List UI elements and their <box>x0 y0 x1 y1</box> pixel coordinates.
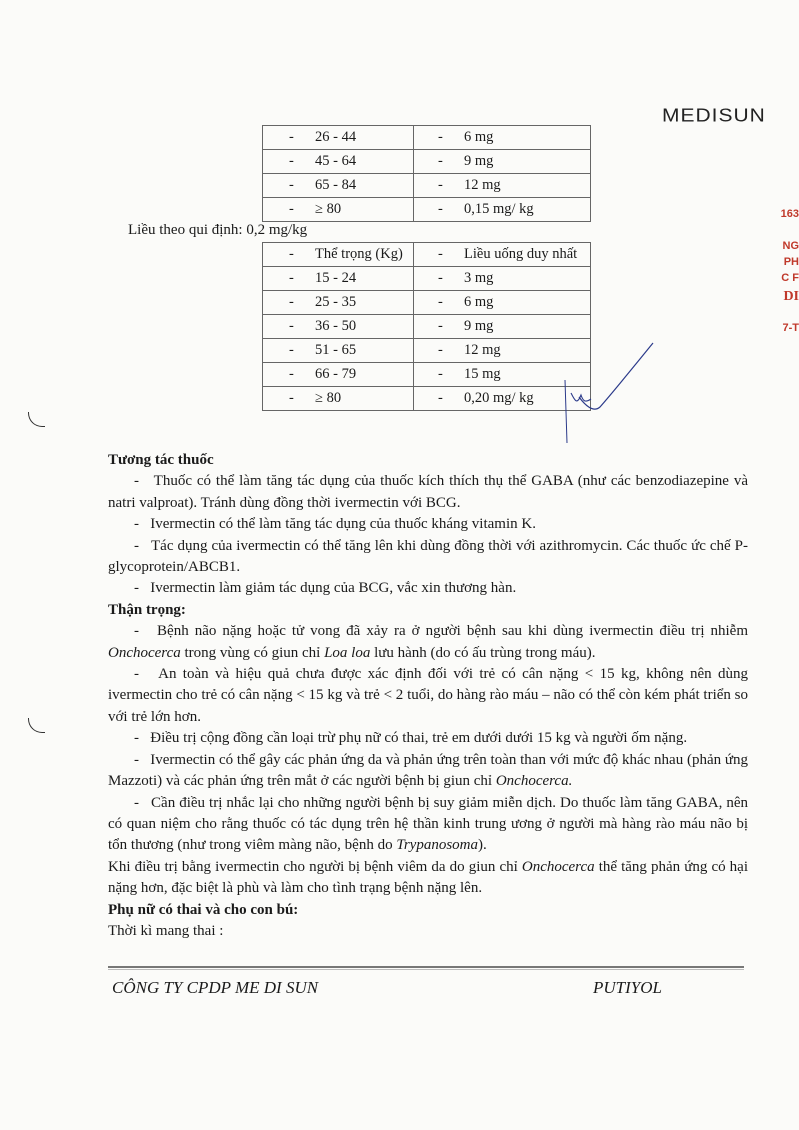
body-text <box>108 450 748 942</box>
dash: - <box>134 537 139 554</box>
table-row <box>263 126 591 150</box>
interaction-text: Ivermectin có thể làm tăng tác dụng của thuốc kháng vitamin K. <box>150 516 536 533</box>
list-item <box>108 578 748 599</box>
dash: - <box>289 342 294 358</box>
list-item <box>108 471 748 514</box>
dash: - <box>289 129 294 145</box>
dash: - <box>438 366 443 382</box>
precaution-text: thể tăng phản ứng có hại nặng hơn, đặc biệt là phù và làm cho tình trạng bệnh nặng lên. <box>108 858 749 897</box>
company-logo: MEDISUN <box>662 105 766 126</box>
footer-divider <box>108 966 744 968</box>
dose-cell: 12 mg <box>464 342 501 358</box>
dash: - <box>438 270 443 286</box>
table-row <box>263 315 591 339</box>
precaution-text: ). <box>478 837 487 854</box>
dash: - <box>134 751 139 768</box>
pregnancy-heading: Phụ nữ có thai và cho con bú: <box>108 901 299 918</box>
dash: - <box>289 153 294 169</box>
dash: - <box>289 366 294 382</box>
table-row <box>263 150 591 174</box>
table-header-row <box>263 243 591 267</box>
dash: - <box>289 177 294 193</box>
dose-cell: 9 mg <box>464 318 494 334</box>
precautions-heading: Thận trọng: <box>108 601 186 618</box>
dash: - <box>289 318 294 334</box>
dash: - <box>289 201 294 217</box>
list-item <box>108 536 748 579</box>
weight-cell: 45 - 64 <box>315 153 357 169</box>
interactions-heading: Tương tác thuốc <box>108 452 214 468</box>
dash: - <box>289 294 294 310</box>
table-row <box>263 174 591 198</box>
dose-cell: 0,15 mg/ kg <box>464 201 534 217</box>
dash: - <box>438 318 443 334</box>
table-row <box>263 291 591 315</box>
interaction-text: Tác dụng của ivermectin có thể tăng lên khi dùng đồng thời với azithromycin. Các thuốc ức chế P-glycoprotein/ABCB1. <box>108 537 749 576</box>
weight-cell: 15 - 24 <box>315 270 357 286</box>
signature-mark <box>555 335 665 445</box>
species-name: Loa loa <box>324 644 371 661</box>
footer-divider-shadow <box>108 969 744 970</box>
dose-label: Liều theo qui định: 0,2 mg/kg <box>128 222 308 238</box>
dash: - <box>134 623 139 640</box>
dash: - <box>289 270 294 286</box>
precaution-text: An toàn và hiệu quả chưa được xác định đối với trẻ có cân nặng < 15 kg, không nên dùng ivermectin cho trẻ có cân nặng < 15 kg và trẻ < 2 tuổi, do hàng rào máu – não có thể còn kém phát triển so với trẻ lớn hơn. <box>108 666 748 725</box>
weight-cell: 26 - 44 <box>315 129 357 145</box>
precaution-text: Điều trị cộng đồng cần loại trừ phụ nữ có thai, trẻ em dưới dưới 15 kg và người ốm nặng. <box>150 730 688 747</box>
weight-cell: 65 - 84 <box>315 177 357 193</box>
dash: - <box>289 246 294 262</box>
table-row <box>263 339 591 363</box>
list-item <box>108 664 748 728</box>
dash: - <box>438 342 443 358</box>
edge-fragment: DI <box>783 289 799 304</box>
table-row <box>263 363 591 387</box>
edge-fragment: 7-T <box>782 322 799 334</box>
interaction-text: Thuốc có thể làm tăng tác dụng của thuốc kích thích thụ thể GABA (như các benzodiazepine và natri valproat). Tránh dùng đồng thời ivermectin với BCG. <box>108 473 748 511</box>
dash: - <box>438 201 443 217</box>
dose-cell: 15 mg <box>464 366 501 382</box>
dash: - <box>438 177 443 193</box>
precaution-text: trong vùng có giun chỉ <box>180 644 325 661</box>
dose-cell: 6 mg <box>464 129 494 145</box>
dosage-table-continued <box>262 125 591 222</box>
dash: - <box>438 294 443 310</box>
precaution-text: Bệnh não nặng hoặc tử vong đã xảy ra ở người bệnh sau khi dùng ivermectin điều trị nhiễm <box>157 623 749 640</box>
table-row <box>263 198 591 222</box>
precaution-text: Ivermectin có thể gây các phản ứng da và phản ứng trên toàn than với mức độ khác nhau (phản ứng Mazzoti) và các phản ứng trên mắt ở các người bệnh bị giun chỉ <box>108 751 749 790</box>
weight-cell: 51 - 65 <box>315 342 357 358</box>
list-item <box>108 793 748 857</box>
dose-cell: 3 mg <box>464 270 494 286</box>
species-name: Onchocerca <box>521 858 595 875</box>
edge-fragment: NG <box>782 240 799 252</box>
dose-cell: 6 mg <box>464 294 494 310</box>
dash: - <box>134 580 139 597</box>
species-name: Onchocerca <box>108 644 181 661</box>
footer-product: PUTIYOL <box>593 978 662 997</box>
punch-hole-mark <box>28 412 45 427</box>
list-item <box>108 750 748 793</box>
precaution-text: lưu hành (do có ấu trùng trong máu). <box>370 644 596 661</box>
dash: - <box>438 153 443 169</box>
edge-fragment: C F <box>781 272 799 284</box>
dash: - <box>134 794 139 811</box>
dash: - <box>438 246 443 262</box>
weight-cell: ≥ 80 <box>315 390 342 406</box>
dash: - <box>134 730 139 747</box>
interaction-text: Ivermectin làm giảm tác dụng của BCG, vắc xin thương hàn. <box>150 580 517 597</box>
table-row <box>263 387 591 411</box>
weight-cell: ≥ 80 <box>315 201 342 217</box>
precaution-text: Khi điều trị bằng ivermectin cho người bị bệnh viêm da do giun chỉ <box>108 858 522 875</box>
species-name: Onchocerca. <box>495 773 573 790</box>
species-name: Trypanosoma <box>396 837 479 854</box>
dose-cell: 12 mg <box>464 177 501 193</box>
dose-cell: 9 mg <box>464 153 494 169</box>
dash: - <box>438 390 443 406</box>
list-item <box>108 728 748 749</box>
dash: - <box>134 516 139 533</box>
edge-fragment: 163 <box>780 208 799 220</box>
dose-cell: 0,20 mg/ kg <box>464 390 534 406</box>
dose-header: Liều uống duy nhất <box>464 246 578 262</box>
dash: - <box>134 473 139 490</box>
dash: - <box>289 390 294 406</box>
weight-cell: 25 - 35 <box>315 294 357 310</box>
list-item <box>108 514 748 535</box>
weight-cell: 36 - 50 <box>315 318 357 334</box>
pregnancy-subheading: Thời kì mang thai : <box>108 922 224 939</box>
punch-hole-mark <box>28 718 45 733</box>
precaution-text: Cần điều trị nhắc lại cho những người bệnh bị suy giảm miễn dịch. Do thuốc làm tăng GABA, nên có quan niệm cho rằng thuốc có tác dụng trên hệ thần kinh trung ương ở người mà hàng rào máu não bị tổn thương (như trong viêm màng não, bệnh do <box>108 794 749 854</box>
footer-company: CÔNG TY CPDP ME DI SUN <box>112 978 319 997</box>
edge-fragment: PH <box>783 256 799 268</box>
precaution-paragraph <box>108 857 748 900</box>
dash: - <box>438 129 443 145</box>
weight-header: Thể trọng (Kg) <box>315 246 403 262</box>
list-item <box>108 621 748 664</box>
weight-cell: 66 - 79 <box>315 366 357 382</box>
table-row <box>263 267 591 291</box>
dosage-table <box>262 242 591 411</box>
dash: - <box>134 666 139 683</box>
